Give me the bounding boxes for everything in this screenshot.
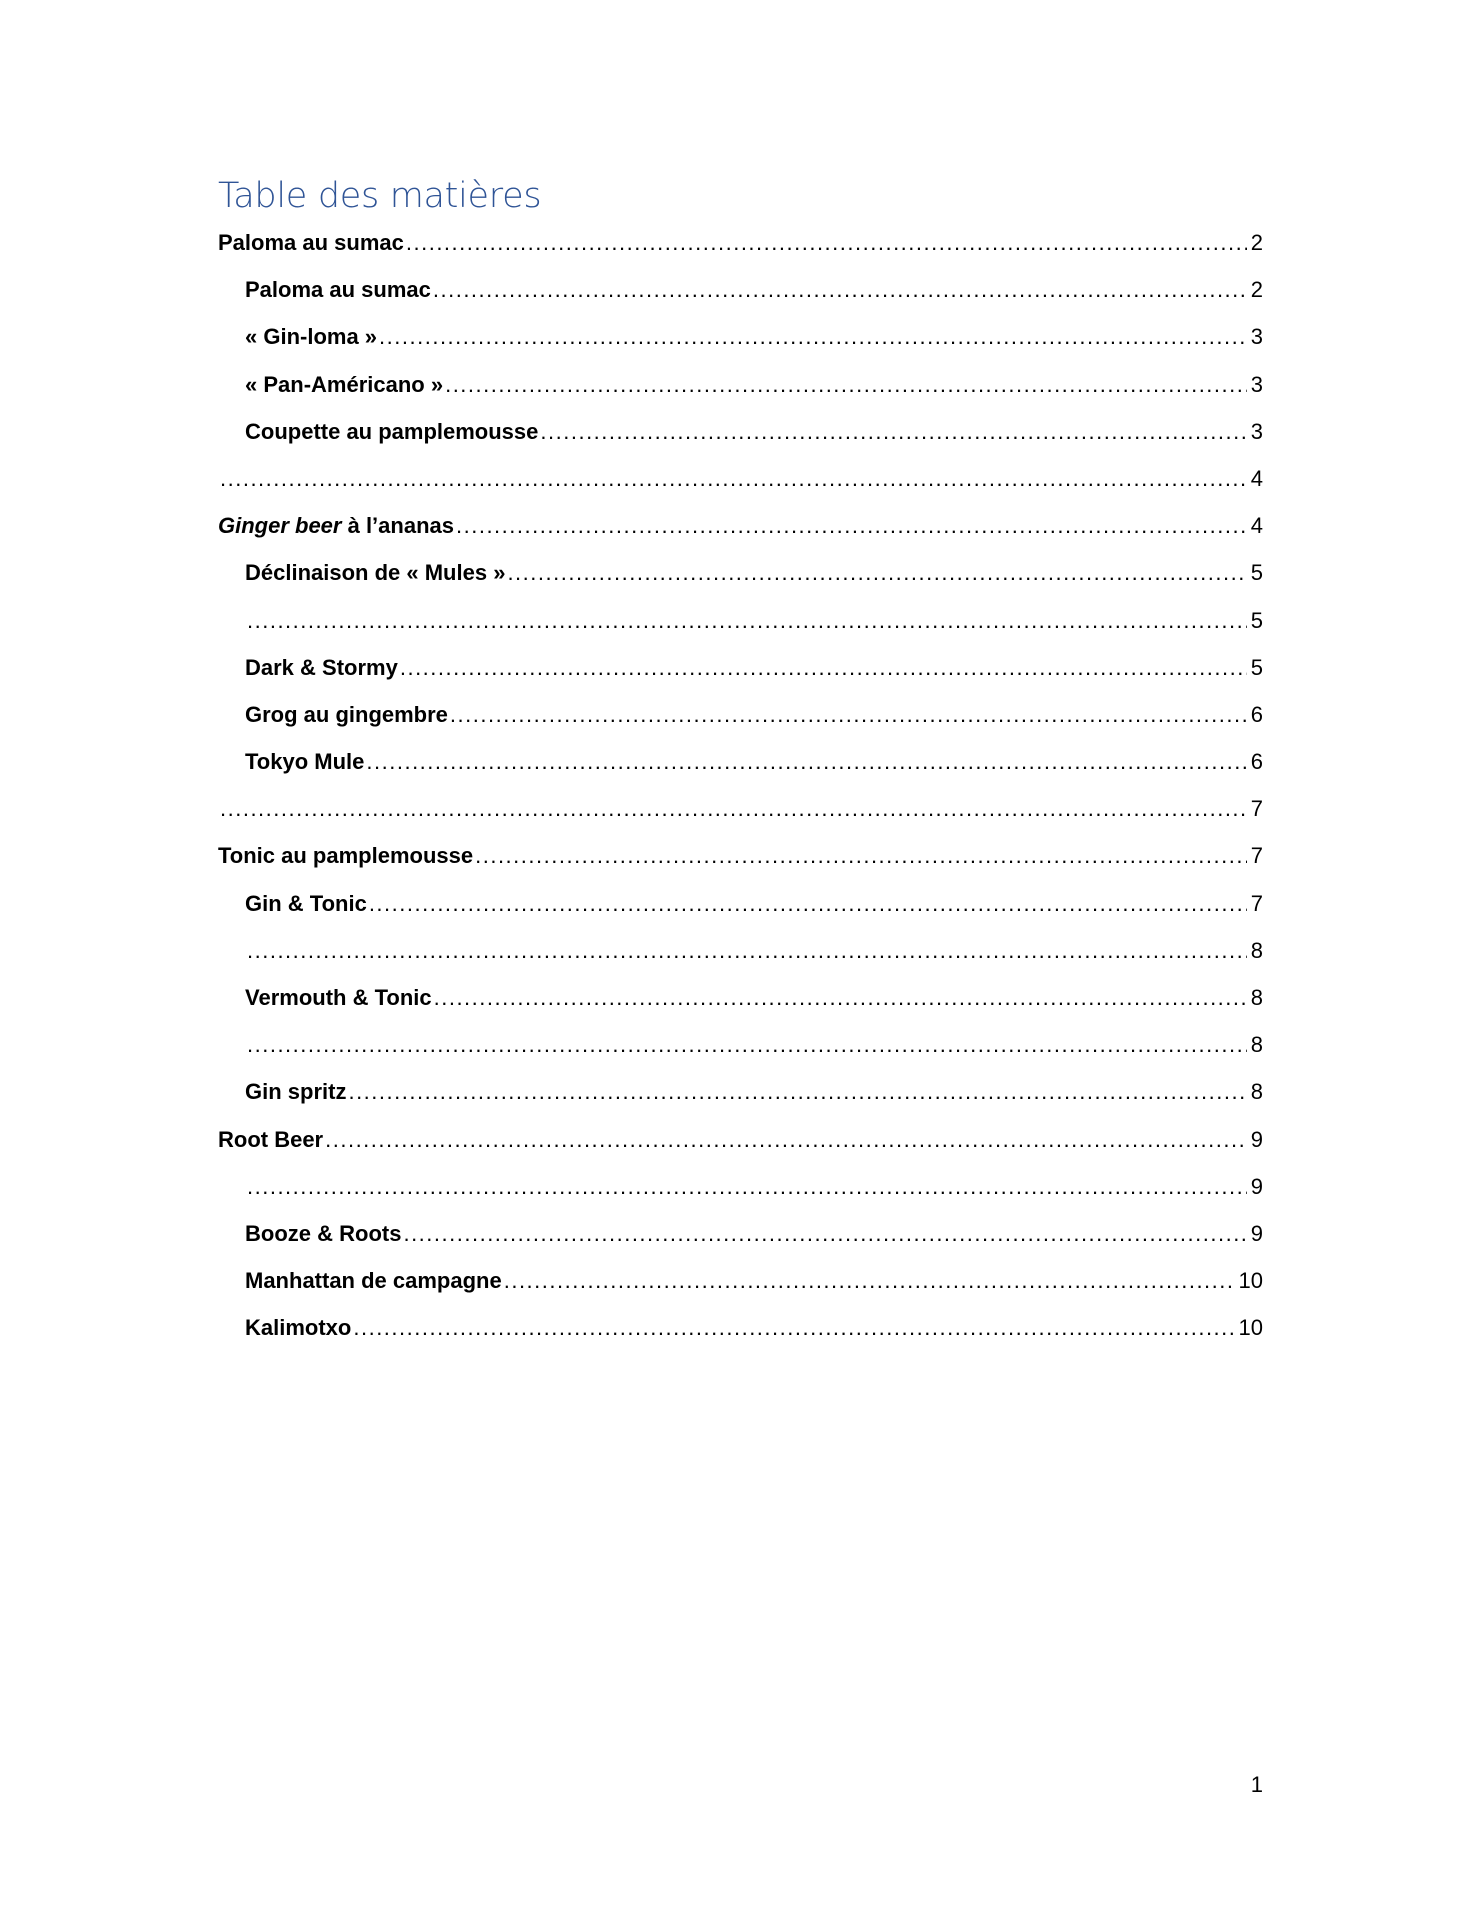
toc-entry-label: « Gin-loma »: [245, 324, 378, 350]
toc-entry-label: Coupette au pamplemousse: [245, 418, 539, 444]
toc-entry-label: Paloma au sumac: [245, 277, 431, 303]
toc-entry-page: 8: [1250, 1079, 1263, 1105]
toc-entry[interactable]: [218, 365, 1263, 412]
dot-leader: [379, 317, 1247, 357]
toc-entry-page: 2: [1250, 230, 1263, 255]
toc-entry[interactable]: [218, 601, 1263, 648]
toc-entry-page: 7: [1250, 843, 1263, 869]
toc-entry[interactable]: [218, 1025, 1263, 1072]
toc-entry-page: 7: [1250, 890, 1263, 916]
toc-entry[interactable]: [218, 648, 1263, 695]
toc-entry[interactable]: [218, 1214, 1263, 1261]
dot-leader: [348, 1072, 1246, 1112]
toc-entry-label: Paloma au sumac: [218, 230, 404, 255]
toc-entry-label: Kalimotxo: [245, 1315, 352, 1341]
toc-entry-label: Gin & Tonic: [245, 890, 367, 916]
toc-entry-page: 5: [1250, 654, 1263, 680]
toc-entry-page: 4: [1250, 513, 1263, 539]
dot-leader: [433, 270, 1247, 310]
toc-entry[interactable]: [218, 412, 1263, 459]
toc-entry-page: 8: [1250, 1032, 1263, 1058]
toc-entry-page: 8: [1250, 937, 1263, 963]
toc-title: Table des matières: [218, 176, 542, 216]
page-number: 1: [1250, 1772, 1263, 1797]
dot-leader: [504, 1261, 1235, 1301]
toc-entry-label: Vermouth & Tonic: [245, 985, 432, 1010]
toc-entry-page: 6: [1250, 749, 1263, 775]
dot-leader: [366, 742, 1246, 782]
dot-leader: [247, 931, 1247, 971]
toc-entry-page: 4: [1250, 465, 1263, 491]
dot-leader: [406, 223, 1247, 263]
dot-leader: [353, 1308, 1234, 1348]
toc-entry[interactable]: [218, 836, 1263, 883]
toc-entry-label: Déclinaison de « Mules »: [245, 560, 506, 586]
toc-entry-label: Grog au gingembre: [245, 701, 448, 727]
dot-leader: [475, 836, 1247, 876]
toc-entry-label: [218, 506, 454, 546]
dot-leader: [247, 1167, 1247, 1207]
toc-entry-page: 5: [1250, 607, 1263, 633]
toc-entry-page: 7: [1250, 796, 1263, 822]
dot-leader: [220, 459, 1247, 499]
toc-entry[interactable]: [218, 884, 1263, 931]
toc-entry-label-italic: Ginger beer: [218, 513, 342, 539]
toc-entry-page: 5: [1250, 560, 1263, 586]
toc-entry[interactable]: [218, 695, 1263, 742]
dot-leader: [369, 884, 1247, 924]
dot-leader: [450, 695, 1247, 735]
toc-entry-page: 10: [1238, 1315, 1263, 1341]
toc-entry-label: Root Beer: [218, 1126, 324, 1152]
toc-entry[interactable]: [218, 742, 1263, 789]
toc-entry[interactable]: [218, 1308, 1263, 1355]
toc-entry[interactable]: [218, 1072, 1263, 1119]
toc-entry-label-rest: à l’ananas: [341, 513, 454, 539]
toc-entry-label: Tokyo Mule: [245, 749, 365, 775]
toc-entry[interactable]: [218, 1167, 1263, 1214]
toc-entry-label: Booze & Roots: [245, 1220, 402, 1246]
toc-entry-label: Manhattan de campagne: [245, 1268, 502, 1294]
toc-entry[interactable]: [218, 789, 1263, 836]
dot-leader: [434, 978, 1247, 1018]
toc-entry[interactable]: [218, 459, 1263, 506]
toc-entry[interactable]: [218, 1120, 1263, 1167]
dot-leader: [247, 1025, 1247, 1065]
dot-leader: [325, 1120, 1247, 1160]
dot-leader: [403, 1214, 1246, 1254]
toc-list: [218, 223, 1263, 1356]
dot-leader: [456, 506, 1247, 546]
toc-entry-label: « Pan-Américano »: [245, 371, 444, 397]
toc-entry[interactable]: [218, 270, 1263, 317]
toc-entry-label: Dark & Stormy: [245, 654, 398, 680]
toc-entry[interactable]: [218, 978, 1263, 1025]
toc-entry-page: 3: [1250, 324, 1263, 350]
toc-entry-page: 3: [1250, 371, 1263, 397]
toc-entry[interactable]: [218, 931, 1263, 978]
toc-entry[interactable]: [218, 223, 1263, 270]
toc-entry-page: 3: [1250, 418, 1263, 444]
toc-entry-page: 9: [1250, 1173, 1263, 1199]
toc-entry-page: 9: [1250, 1220, 1263, 1246]
dot-leader: [247, 601, 1247, 641]
toc-entry-page: 9: [1250, 1126, 1263, 1152]
toc-entry-page: 6: [1250, 701, 1263, 727]
toc-entry-page: 8: [1250, 985, 1263, 1010]
toc-entry[interactable]: [218, 553, 1263, 600]
dot-leader: [540, 412, 1246, 452]
toc-entry-label: Tonic au pamplemousse: [218, 843, 474, 869]
toc-entry[interactable]: [218, 1261, 1263, 1308]
dot-leader: [507, 553, 1246, 593]
dot-leader: [445, 365, 1247, 405]
dot-leader: [400, 648, 1247, 688]
toc-entry-page: 10: [1238, 1268, 1263, 1294]
toc-entry[interactable]: [218, 506, 1263, 553]
dot-leader: [220, 789, 1247, 829]
toc-entry-label: Gin spritz: [245, 1079, 347, 1105]
toc-entry-page: 2: [1250, 277, 1263, 303]
toc-entry[interactable]: [218, 317, 1263, 364]
